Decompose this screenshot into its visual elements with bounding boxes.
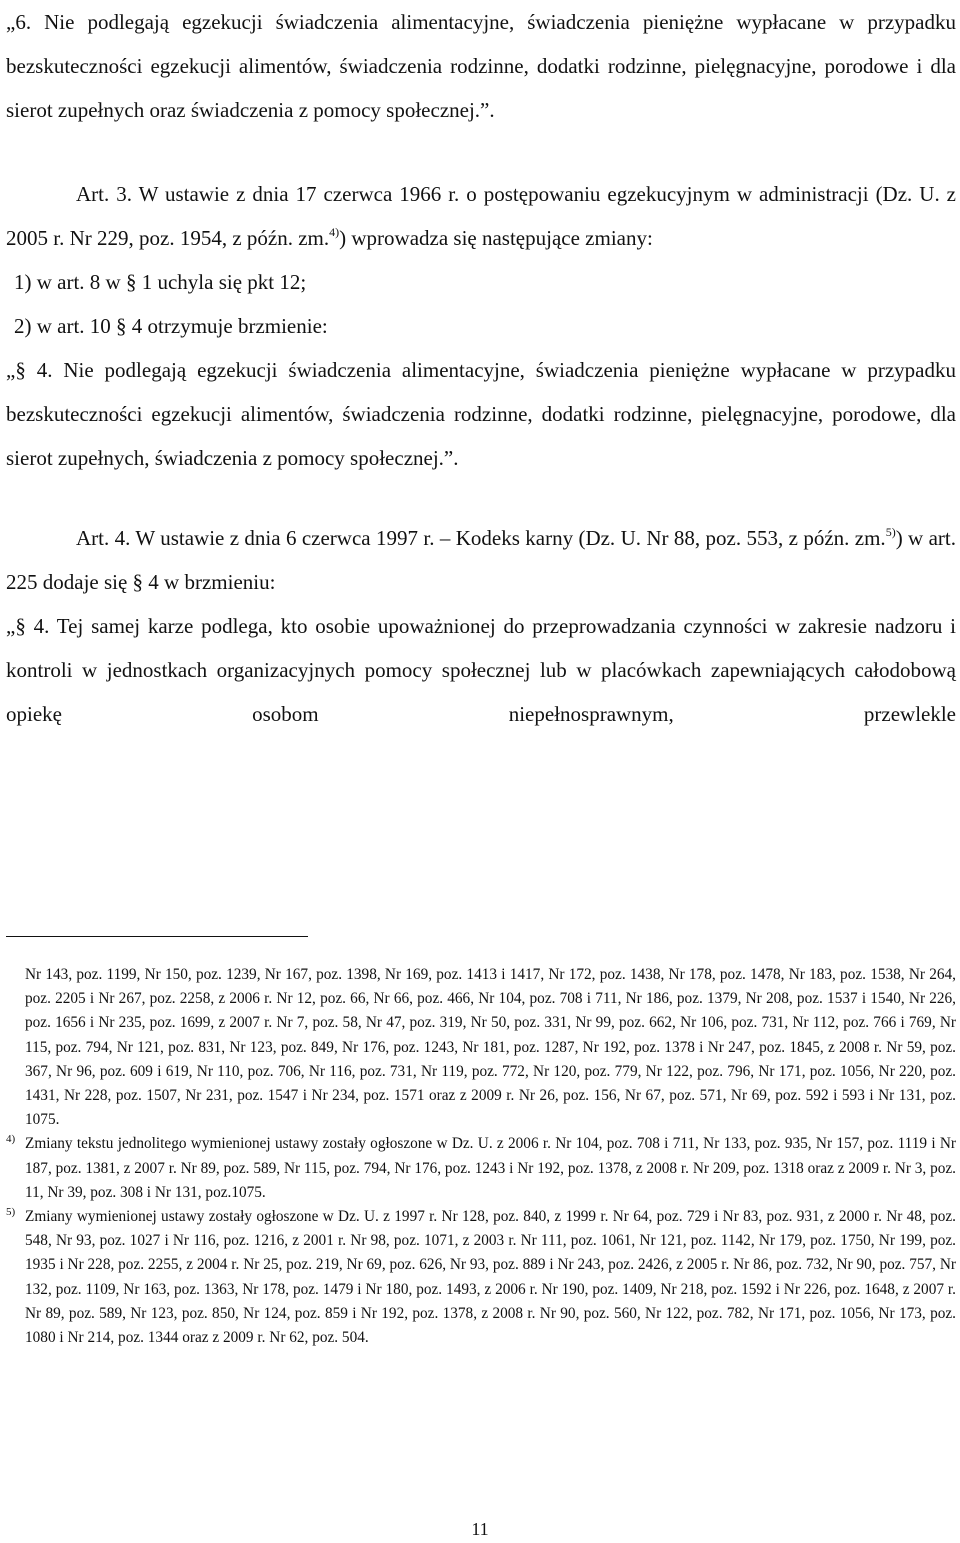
footnote-separator bbox=[6, 936, 308, 937]
document-body bbox=[6, 0, 956, 736]
footnote-continuation-text: Nr 143, poz. 1199, Nr 150, poz. 1239, Nr 167, poz. 1398, Nr 169, poz. 1413 i 1417, Nr 172, poz. 1438, Nr 178, poz. 1478, Nr 183, poz. 1538, Nr 264, poz. 2205 i Nr 267, poz. 2258, z 2006 r. Nr 12, poz. 66, Nr 66, poz. 466, Nr 104, poz. 708 i 711, Nr 186, poz. 1379, Nr 208, poz. 1537 i 1540, Nr 226, poz. 1656 i Nr 235, poz. 1699, z 2007 r. Nr 7, poz. 58, Nr 47, poz. 319, Nr 50, poz. 331, Nr 99, poz. 662, Nr 106, poz. 731, Nr 112, poz. 766 i 769, Nr 115, poz. 794, Nr 121, poz. 831, Nr 123, poz. 849, Nr 176, poz. 1243, Nr 181, poz. 1287, Nr 192, poz. 1378 i Nr 247, poz. 1845, z 2008 r. Nr 59, poz. 367, Nr 96, poz. 609 i 619, Nr 110, poz. 706, Nr 116, poz. 731, Nr 119, poz. 772, Nr 120, poz. 779, Nr 122, poz. 796, Nr 171, poz. 1056, Nr 220, poz. 1431, Nr 228, poz. 1507, Nr 231, poz. 1547 i Nr 234, poz. 1571 oraz z 2009 r. Nr 26, poz. 156, Nr 67, poz. 571, Nr 69, poz. 592 i 593 i Nr 131, poz. 1075. bbox=[25, 966, 956, 1129]
footnote-5-mark: 5) bbox=[6, 1206, 16, 1219]
paragraph-par4-kk: „§ 4. Tej samej karze podlega, kto osobie upoważnionej do przeprowadzania czynności w zakresie nadzoru i kontroli w jednostkach organizacyjnych pomocy społecznej lub w placówkach zapewniających całodobową opiekę osobom niepełnosprawnym, przewlekle bbox=[6, 614, 956, 726]
paragraph-par6: „6. Nie podlegają egzekucji świadczenia alimentacyjne, świadczenia pieniężne wypłacane w przypadku bezskuteczności egzekucji alimentów, świadczenia rodzinne, dodatki rodzinne, pielęgnacyjne, porodowe i dla sierot zupełnych oraz świadczenia z pomocy społecznej.”. bbox=[6, 10, 956, 122]
footnote-4 bbox=[6, 1132, 956, 1205]
list-item-1: 1) w art. 8 w § 1 uchyla się pkt 12; bbox=[14, 270, 307, 294]
footnote-ref-5: 5) bbox=[885, 525, 896, 539]
footnote-5-text: Zmiany wymienionej ustawy zostały ogłoszone w Dz. U. z 1997 r. Nr 128, poz. 840, z 1999 r. Nr 64, poz. 729 i Nr 83, poz. 931, z 2000 r. Nr 48, poz. 548, Nr 93, poz. 1027 i Nr 116, poz. 1216, z 2001 r. Nr 98, poz. 1071, z 2003 r. Nr 111, poz. 1061, Nr 121, poz. 1142, Nr 179, poz. 1750, Nr 199, poz. 1935 i Nr 228, poz. 2255, z 2004 r. Nr 25, poz. 219, Nr 69, poz. 626, Nr 93, poz. 889 i Nr 243, poz. 2426, z 2005 r. Nr 86, poz. 732, Nr 90, poz. 757, Nr 132, poz. 1109, Nr 163, poz. 1363, Nr 178, poz. 1479 i Nr 180, poz. 1493, z 2006 r. Nr 190, poz. 1409, Nr 218, poz. 1592 i Nr 226, poz. 1648, z 2007 r. Nr 89, poz. 589, Nr 123, poz. 850, Nr 124, poz. 859 i Nr 192, poz. 1378, z 2008 r. Nr 90, poz. 560, Nr 122, poz. 782, Nr 171, poz. 1056, Nr 173, poz. 1080 i Nr 214, poz. 1344 oraz z 2009 r. Nr 62, poz. 504. bbox=[25, 1208, 956, 1347]
footnote-continuation bbox=[6, 963, 956, 1132]
art4-text-cont: ) w art. 225 dodaje się § 4 w brzmieniu: bbox=[6, 526, 957, 594]
art3-text-cont: ) wprowadza się następujące zmiany: bbox=[339, 226, 653, 250]
paragraph-par4-quote: „§ 4. Nie podlegają egzekucji świadczenia alimentacyjne, świadczenia pieniężne wypłacane w przypadku bezskuteczności egzekucji alimentów, świadczenia rodzinne, dodatki rodzinne, pielęgnacyjne, porodowe, dla sierot zupełnych, świadczenia z pomocy społecznej.”. bbox=[6, 358, 956, 470]
art3-text: Art. 3. W ustawie z dnia 17 czerwca 1966 r. o postępowaniu egzekucyjnym w administracji (Dz. U. z 2005 r. Nr 229, poz. 1954, z późn. zm. bbox=[6, 182, 956, 250]
page-number: 11 bbox=[471, 1519, 489, 1539]
list-item-2: 2) w art. 10 § 4 otrzymuje brzmienie: bbox=[14, 314, 328, 338]
art4-text: Art. 4. W ustawie z dnia 6 czerwca 1997 r. – Kodeks karny (Dz. U. Nr 88, poz. 553, z późn. zm. bbox=[76, 526, 886, 550]
footnote-4-text: Zmiany tekstu jednolitego wymienionej ustawy zostały ogłoszone w Dz. U. z 2006 r. Nr 104, poz. 708 i 711, Nr 133, poz. 935, Nr 157, poz. 1119 i Nr 187, poz. 1381, z 2007 r. Nr 89, poz. 589, Nr 115, poz. 794, Nr 176, poz. 1243 i Nr 192, poz. 1378, z 2008 r. Nr 209, poz. 1318 oraz z 2009 r. Nr 3, poz. 11, Nr 39, poz. 308 i Nr 131, poz.1075. bbox=[25, 1135, 956, 1201]
footnote-ref-4: 4) bbox=[329, 225, 340, 239]
footnote-4-mark: 4) bbox=[6, 1133, 16, 1146]
paragraph-art4 bbox=[6, 516, 956, 604]
footnote-5 bbox=[6, 1205, 956, 1350]
paragraph-art3 bbox=[6, 172, 956, 260]
footnotes bbox=[6, 963, 956, 1350]
